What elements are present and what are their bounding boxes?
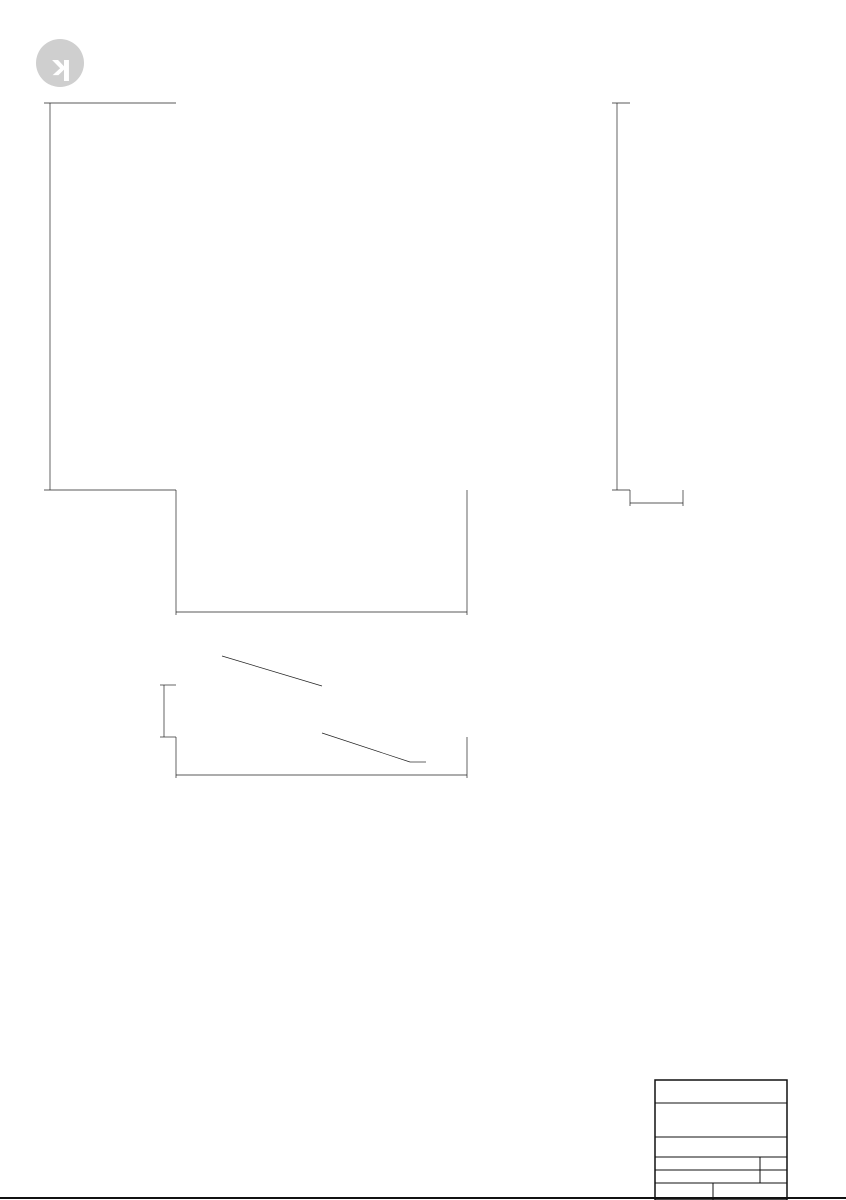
kaspi-logo bbox=[36, 39, 84, 87]
side-dimensions bbox=[612, 103, 683, 506]
title-block bbox=[655, 1080, 787, 1200]
svg-text:ʞ: ʞ bbox=[49, 49, 71, 82]
front-width-dimension bbox=[176, 490, 467, 615]
top-view-leaders bbox=[160, 656, 467, 778]
front-height-dimension bbox=[44, 103, 176, 490]
